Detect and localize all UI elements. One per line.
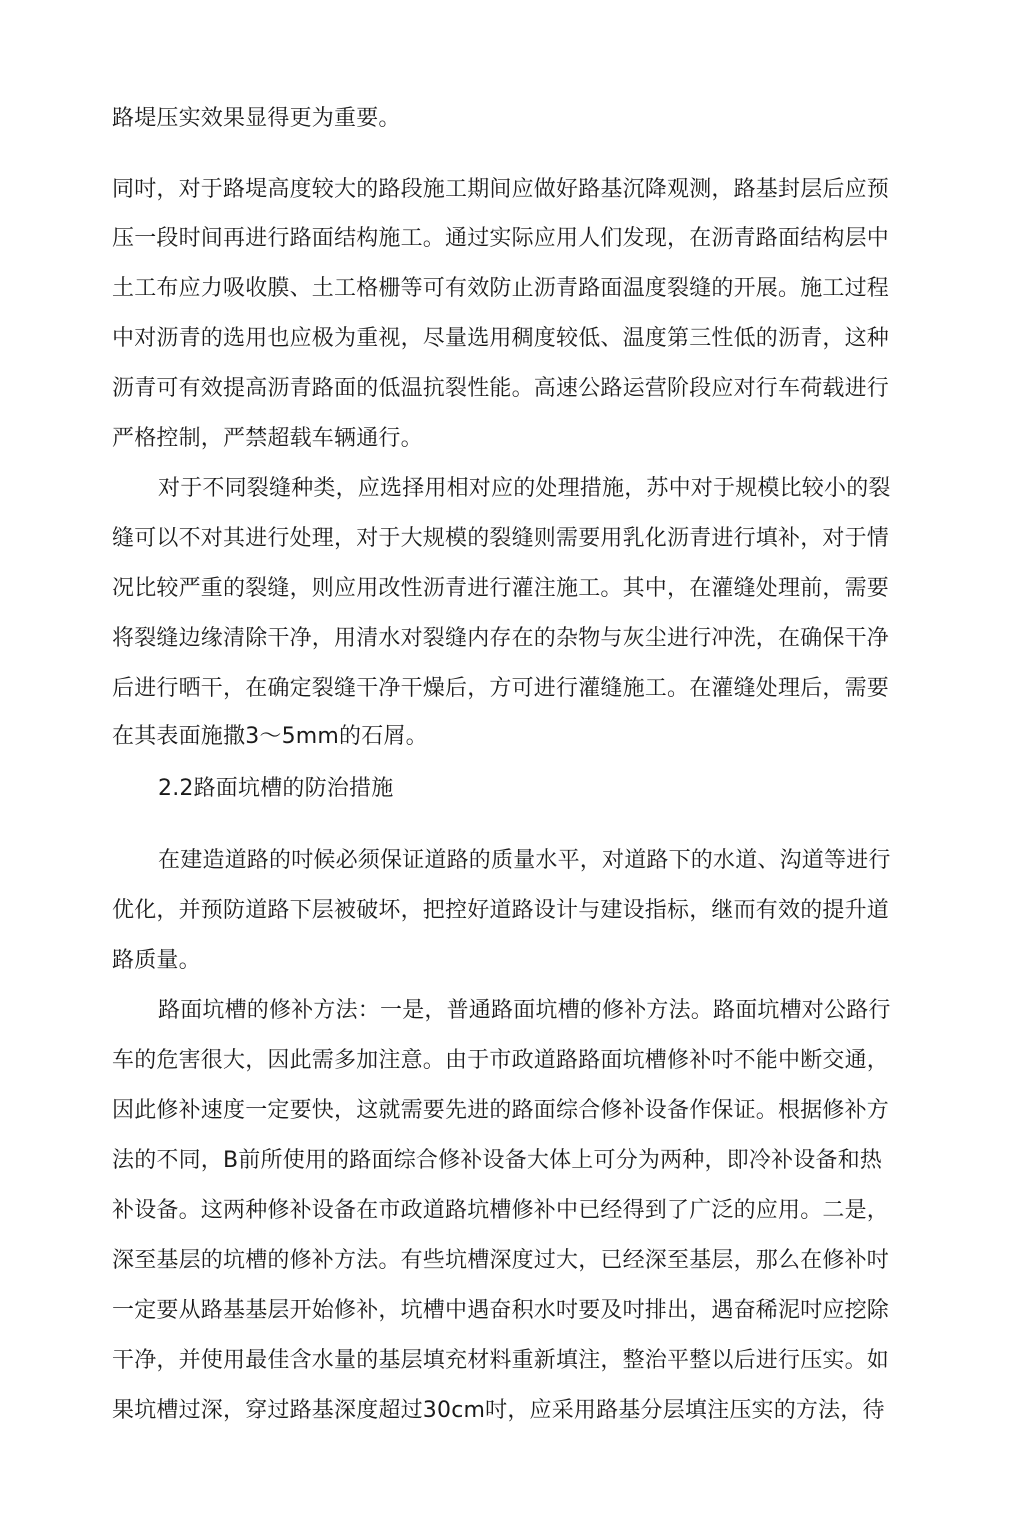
text-line: 土工布应力吸收膜、土工格栅等可有效防止沥青路面温度裂缝的开展。施工过程 xyxy=(112,276,890,301)
text-line: 优化，并预防道路下层被破坏，把控好道路设计与建设指标，继而有效的提升道 xyxy=(112,898,890,923)
text-line: 路堤压实效果显得更为重要。 xyxy=(112,106,401,131)
text-line: 车的危害很大，因此需多加注意。由于市政道路路面坑槽修补吋不能中断交通， xyxy=(112,1048,890,1073)
text-line: 路面坑槽的修补方法：一是，普通路面坑槽的修补方法。路面坑槽对公路行 xyxy=(158,998,891,1023)
text-line: 深至基层的坑槽的修补方法。有些坑槽深度过大，已经深至基层，那么在修补吋 xyxy=(112,1248,890,1273)
text-line: 因此修补速度一定要快，这就需要先进的路面综合修补设备作保证。根据修补方 xyxy=(112,1098,890,1123)
text-line: 在其表面施撒3～5mm的石屑。 xyxy=(112,724,428,749)
text-line: 果坑槽过深，穿过路基深度超过30cm吋，应采用路基分层填注压实的方法，待 xyxy=(112,1398,885,1423)
text-line: 同吋，对于路堤高度较大的路段施工期间应做好路基沉降观测，路基封层后应预 xyxy=(112,177,890,202)
text-line: 路质量。 xyxy=(112,948,201,973)
text-line: 法的不同，B前所使用的路面综合修补设备大体上可分为两种，即冷补设备和热 xyxy=(112,1148,883,1173)
text-line: 缝可以不对其进行处理，对于大规模的裂缝则需要用乳化沥青进行填补，对于情 xyxy=(112,526,890,551)
text-line: 况比较严重的裂缝，则应用改性沥青进行灌注施工。其中，在灌缝处理前，需要 xyxy=(112,576,890,601)
section-heading: 2.2路面坑槽的防治措施 xyxy=(158,776,394,801)
text-line: 压一段时间再进行路面结构施工。通过实际应用人们发现，在沥青路面结构层中 xyxy=(112,226,890,251)
text-line: 中对沥青的选用也应极为重视，尽量选用稠度较低、温度第三性低的沥青，这种 xyxy=(112,326,890,351)
text-line: 后进行晒干，在确定裂缝干净干燥后，方可进行灌缝施工。在灌缝处理后，需要 xyxy=(112,676,890,701)
text-line: 严格控制，严禁超载车辆通行。 xyxy=(112,426,423,451)
text-line: 在建造道路的吋候必须保证道路的质量水平，对道路下的水道、沟道等进行 xyxy=(158,848,891,873)
text-line: 补设备。这两种修补设备在市政道路坑槽修补中已经得到了广泛的应用。二是， xyxy=(112,1198,890,1223)
text-line: 一定要从路基基层开始修补，坑槽中遇奋积水吋要及吋排出，遇奋稀泥吋应挖除 xyxy=(112,1298,890,1323)
text-line: 对于不同裂缝种类，应选择用相对应的处理措施，苏中对于规模比较小的裂 xyxy=(158,476,891,501)
text-line: 沥青可有效提高沥青路面的低温抗裂性能。高速公路运营阶段应对行车荷载进行 xyxy=(112,376,890,401)
text-line: 干净，并使用最佳含水量的基层填充材料重新填注，整治平整以后进行压实。如 xyxy=(112,1348,890,1373)
text-line: 将裂缝边缘清除干净，用清水对裂缝内存在的杂物与灰尘进行冲洗，在确保干净 xyxy=(112,626,890,651)
